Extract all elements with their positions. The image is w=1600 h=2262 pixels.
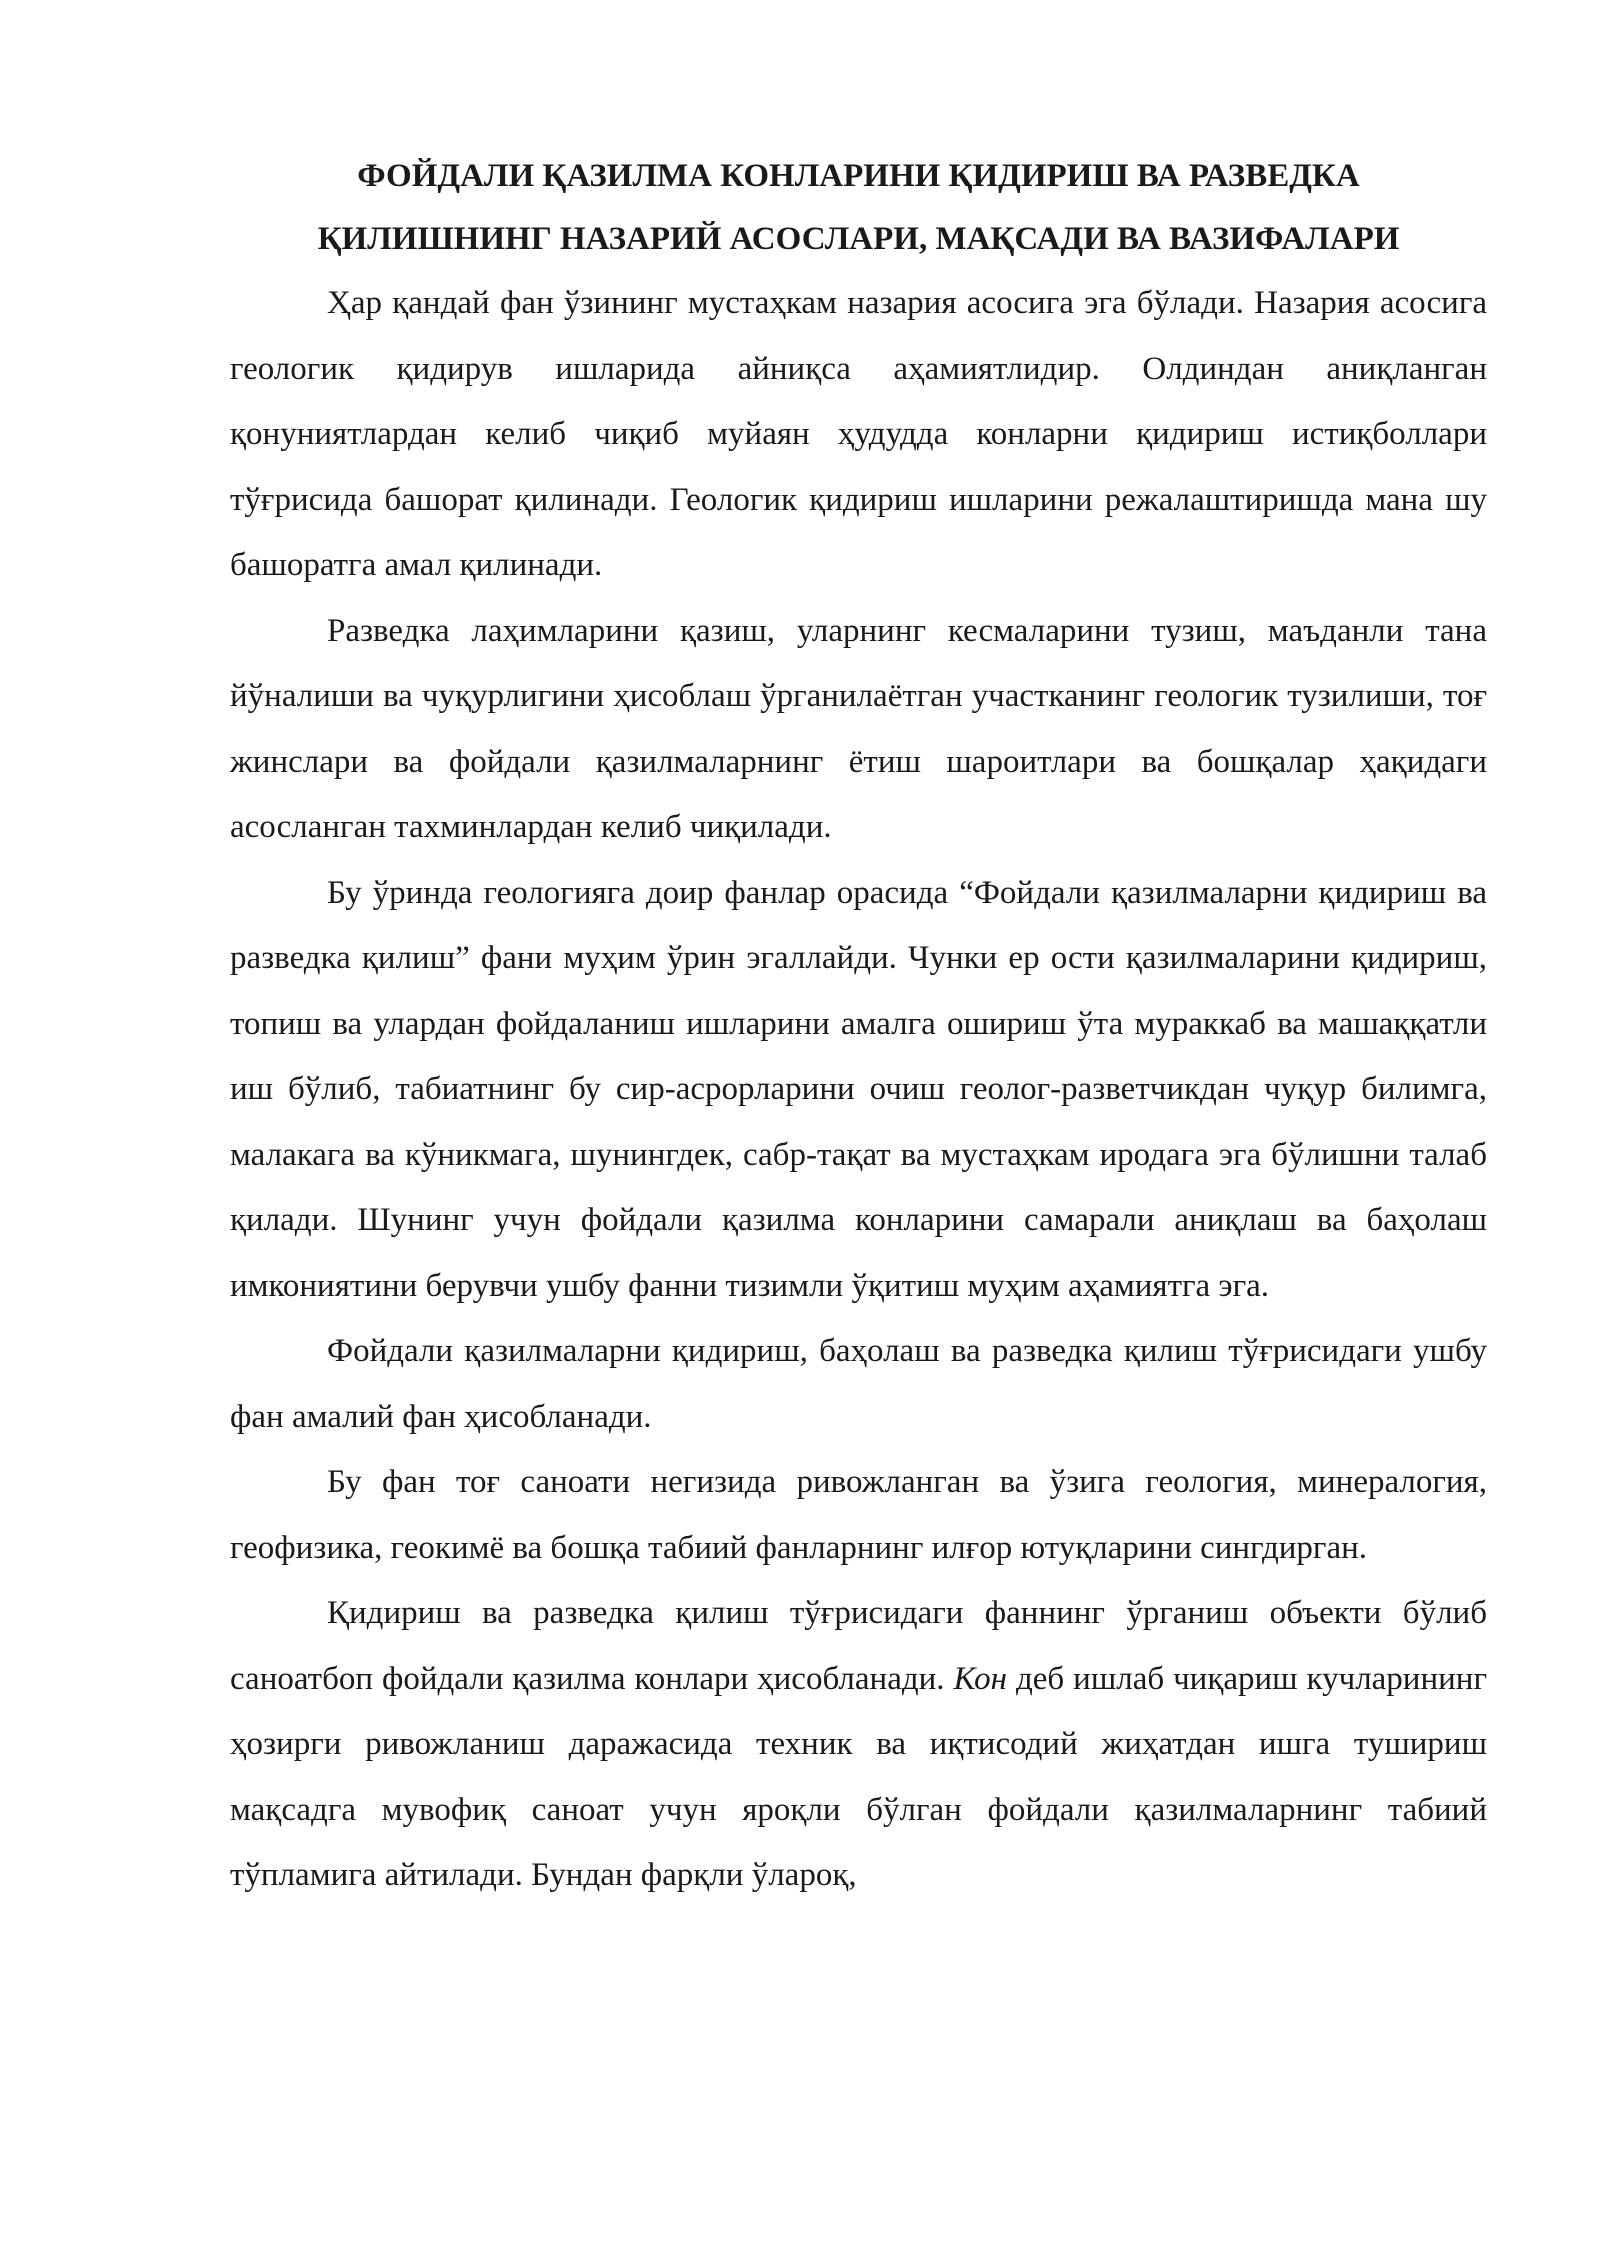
deposit-definition-rest: деб ишлаб чиқариш кучларининг ҳозирги ривожланиш даражасида техник ва иқтисодий жиҳатдан ишга тушириш мақсадга мувофиқ саноат учун яроқли бўлган фойдали қазилмаларнинг табиий тўпламига айтилади. Бундан фарқли ўлароқ, (230, 1660, 1487, 1893)
deposit-term: Кон (953, 1660, 1008, 1697)
document-title (230, 145, 1487, 271)
paragraph-applied-science: Фойдали қазилмаларни қидириш, баҳолаш ва разведка қилиш тўғрисидаги ушбу фан амалий фан ҳисобланади. (230, 1333, 1487, 1435)
title-line-2: ҚИЛИШНИНГ НАЗАРИЙ АСОСЛАРИ, МАҚСАДИ ВА ВАЗИФАЛАРИ (317, 221, 1400, 257)
deposit-definition-lead: Қидириш ва разведка қилиш тўғрисидаги фаннинг ўрганиш объекти бўлиб саноатбоп фойдали қазилма конлари ҳисобланади. (230, 1595, 1487, 1697)
document-page (230, 145, 1487, 1909)
paragraph-subject-importance: Бу ўринда геологияга доир фанлар орасида “Фойдали қазилмаларни қидириш ва разведка қилиш” фани муҳим ўрин эгаллайди. Чунки ер ости қазилмаларини қидириш, топиш ва улардан фойдаланиш ишларини амалга ошириш ўта мураккаб ва машаққатли иш бўлиб, табиатнинг бу сир-асрорларини очиш геолог-разветчикдан чуқур билимга, малакага ва кўникмага, шунингдек, сабр-тақат ва мустаҳкам иродага эга бўлишни талаб қилади. Шунинг учун фойдали қазилма конларини самарали аниқлаш ва баҳолаш имкониятини берувчи ушбу фанни тизимли ўқитиш муҳим аҳамиятга эга. (230, 874, 1487, 1304)
title-line-1: ФОЙДАЛИ ҚАЗИЛМА КОНЛАРИНИ ҚИДИРИШ ВА РАЗВЕДКА (357, 158, 1360, 194)
paragraph-theory-basis: Ҳар қандай фан ўзининг мустаҳкам назария асосига эга бўлади. Назария асосига геологик қидирув ишларида айниқса аҳамиятлидир. Олдиндан аниқланган қонуниятлардан келиб чиқиб муйаян ҳудудда конларни қидириш истиқболлари тўғрисида башорат қилинади. Геологик қидириш ишларини режалаштиришда мана шу башоратга амал қилинади. (230, 285, 1487, 583)
paragraph-mining-industry: Бу фан тоғ саноати негизида ривожланган ва ўзига геология, минералогия, геофизика, геокимё ва бошқа табиий фанларнинг илғор ютуқларини сингдирган. (230, 1464, 1487, 1566)
paragraph-exploration-workings: Разведка лаҳимларини қазиш, уларнинг кесмаларини тузиш, маъданли тана йўналиши ва чуқурлигини ҳисоблаш ўрганилаётган участканинг геологик тузилиши, тоғ жинслари ва фойдали қазилмаларнинг ётиш шароитлари ва бошқалар ҳақидаги асосланган тахминлардан келиб чиқилади. (230, 612, 1487, 845)
paragraph-deposit-definition (230, 1581, 1487, 1909)
